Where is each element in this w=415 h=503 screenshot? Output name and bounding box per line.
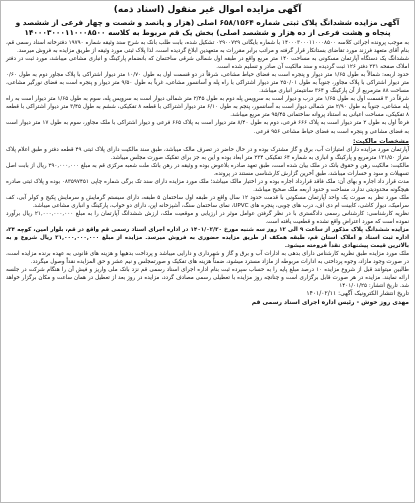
notice-paragraph: نظریه کارشناسی: کارشناس رسمی دادگستری با در نظر گرفتن عوامل موثر در ارزیابی و موقعیت ملک، ارزش ششدانگ آپارتمان را به مبلغ ۲۱,۰۰۰,۰۰۰,۰۰۰ ریال برآورد نموده است که مورد اعتراض واقع نشده و قطعیت یافته است.	[6, 210, 409, 225]
notice-paragraph: حدود اربعه: شمالاً به طول ۱/۶۵ متر دیوار و پنجره است به فضای حیاط مشاعی، شرقاً در دو قسمت اول به طول ۱۰/۷۰ متر دیوار اشتراکی با پلاک مجاور دوم به طول ۰/۶۰ متر دیوار اشتراکی با پلاک مجاور، جنوباً به طول ۲۵۰/۰۱ متر دیوار اشتراکی با راه پله و آسانسور مشاعی، غرباً به طول ۹/۵۰ متر دیوار و پنجره است به فضای نورگیر مشاعی، مساحت ۸۸ مترمربع از آن پارکینگ و ۳۶۴ سانتیمتر انباری میباشد.	[6, 72, 410, 95]
notice-paragraph: طالبین میتوانند قبل از شروع مزایده ۱۰ درصد مبلغ پایه را به حساب سپرده ثبت بنام اداره اجرای اسناد رسمی قم نزد بانک ملی واریز و فیش آن را هنگام شرکت در جلسه ارائه نمایند. مزایده در هر صورت قابل برگزاری است و چنانچه روز مزایده با تعطیلی رسمی مصادف گردد، مزایده در روز بعد از تعطیل در همان ساعت و مکان برگزار خواهد شد. تاریخ انتشار: ۱۴۰۱/۰۱/۲۵	[6, 267, 410, 290]
notice-title: آگهی مزایده اموال غیر منقول (اسناد ذمه)	[113, 5, 302, 15]
notice-paragraph: شرقاً در ۳ قسمت اول به طول ۱/۶۵ متر درب و دیوار است به سرویس پله دوم به طول ۲/۴۵ متر شمالی دیوار است به سرویس پله، سوم به طول ۱/۶۵ متر دیوار است به راه پله مشاعی، جنوباً به طول ۲/۹۰ متر شمالی دیوار است به آسانسور، پنجم به طول ۶/۱۰ متر دیوار اشتراکی با قطعه ۸ تفکیکی، ششم به طول ۳/۴۵ متر دیوار اشتراکی با قطعه ۸ تفکیکی، مساحت اعیانی به استناد پروانه ساختمانی ۹۵/۴۵ متر مربع میباشد.	[6, 96, 409, 119]
notice-paragraph: به موجب پرونده اجرائی کلاسه ۱۴۰۰۰۳۰۰۰۱۱۰۰۰۸۵۰۰ با شماره بایگانی ۰۲۹۰۰۷۲۹ تشکیل شده، بابت طلب بانک به شرح سند وثیقه شماره ۱۹۷۹۰ دفترخانه اسناد رسمی قم، بنام آقای متعهد فرزند مورد تقاضای بستانکار قرار گرفته و مراتب برابر مقررات به متعهدین ابلاغ گردیده است، لذا پلاک ثبتی مورد وثیقه از طریق مزایده به فروش میرسد.	[6, 40, 409, 55]
notice-paragraph: ملک مورد نظر به صورت یک واحد آپارتمان مسکونی با قدمت حدود ۱۲ سال واقع در طبقه اول ساختمان ۵ طبقه، دارای سیستم گرمایش و سرمایش پکیج و کولر آبی، کف سرامیک، دیوار کاشی، کابینت ام دی اف، درب های چوبی، پنجره های UPVC، نمای ساختمان سنگ، آشپزخانه اپن، دارای دو خواب، پارکینگ و انباری مشاعی میباشد.	[6, 194, 409, 209]
notice-paragraph: فرعاً اول به طول ۲ متر دیوار است به پلاک ۶۶۶ فرعی، دوم به طول ۸/۴۰ متر دیوار است به پلاک ۶۶۵ فرعی و دیوار اشتراکی با ملک مجاور، سوم به طول ۱۷ متر دیوار است به فضای مشاعی و پنجره است به فضای حیاط مشاعی ۹۵۶ فرعی.	[6, 120, 409, 135]
signer: مهدی روز خوش - رئیس اداره اجرای اسناد رسمی قم	[251, 298, 409, 306]
notice-heading: آگهی مزایده ششدانگ پلاک ثبتی شماره ۶۵۸/۱۵۶۴ اصلی (هزار و پانصد و شصت و چهار فرعی از ششصد و پنجاه و هشت فرعی از ده هزار و ششصد اصلی) بخش یک قم مربوط به کلاسه ۱۴۰۰۰۳۰۰۰۱۱۰۰۰۸۵۰۰	[15, 18, 400, 37]
notice-paragraph: مالکیت: مالکیت رهن و حقوق بانک در ملک بیان شده است، طبق تعهد صادره بلاعوض بوده و وثیقه در رهن بانک ملت شعبه مرکزی قم به مبلغ ۲۹۰,۰۰۰,۰۰۰ ریال از بابت اصل تسهیلات و سود و خسارات میباشد، طبق آخرین گزارش کارشناسی مستند در پرونده.	[6, 162, 409, 177]
notice-paragraph: مدت قرار داد اجاره و بهای آن: ملک فاقد قرارداد اجاره بوده و در اختیار مالک میباشد؛ ملک مورد مزایده دارای سند تک برگی شماره چاپی ۰۸۳۵۹۷۴۵۱ بوده و پلاک ثبتی صادره هیچگونه محدودیتی ندارد، مساحت و حدود اربعه ملک صحیح میباشد.	[6, 178, 409, 193]
notice-paragraph: مزایده ششدانگ پلاک مذکور از ساعت ۹ الی ۱۲ روز سه شنبه مورخ ۱۴۰۱/۰۲/۲۰ در اداره اجرای اسناد رسمی قم واقع در قم، بلوار امین، کوچه ۲۴، اداره ثبت اسناد و املاک استان قم، طبقه همکف از طریق مزایده حضوری به فروش میرسد. مزایده از مبلغ ۲۱,۰۰۰,۰۰۰,۰۰۰ ریال شروع و به بالاترین قیمت پیشنهادی نقداً فروخته میشود.	[6, 227, 409, 250]
notice-paragraph: ششدانگ یک دستگاه آپارتمان مسکونی به مساحت ۱۴۰ متر مربع واقع در طبقه اول شمالی شرقی ساختمان که بانضمام پارکینگ و انباری مشاعی میباشد، مورد ثبت در دفتر املاک صفحه ۲۳۱ دفتر ۱۲۶ ثبت گردیده و سند مالکیت آن صادر و تسلیم شده است.	[6, 56, 409, 71]
notice-paragraph: ملک مورد مزایده طبق نظریه کارشناس دارای بدهی به ادارات آب و برق و گاز و شهرداری و دارایی میباشد و پرداخت بدهیها و هزینه های قانونی به عهده برنده مزایده است، در صورت وجود مازاد، وجوه پرداختی به ادارات مربوطه از مازاد مسترد میشود، ضمناً هزینه های تفکیک و صورتمجلس و نیم عشر و حق المزایده نقداً وصول میگردد.	[6, 251, 409, 266]
notice-paragraph: آپارتمان مورد مزایده دارای امتیازات آب، برق و گاز مشترک بوده و در حال حاضر در تصرف مالک میباشد، طبق سند مالکیت دارای پلاک ثبتی ۴۹ قطعه دفتر و طبق اعلام پلاک متراژ ۱۳۱/۵۰ مترمربع و پارکینگ و انباری به شماره ۶۴ تفکیکی ۲۳۴ متر ابعاد بوده و این به جز برای تفکیک صورت مجلس میباشد.	[6, 146, 409, 161]
publication-date: تاریخ انتشار الکترونیک آگهی: ۱۴۰۱/۰۲/۱۱	[306, 290, 409, 298]
ownership-section-heading: مشخصات مالکیت:	[353, 137, 409, 145]
